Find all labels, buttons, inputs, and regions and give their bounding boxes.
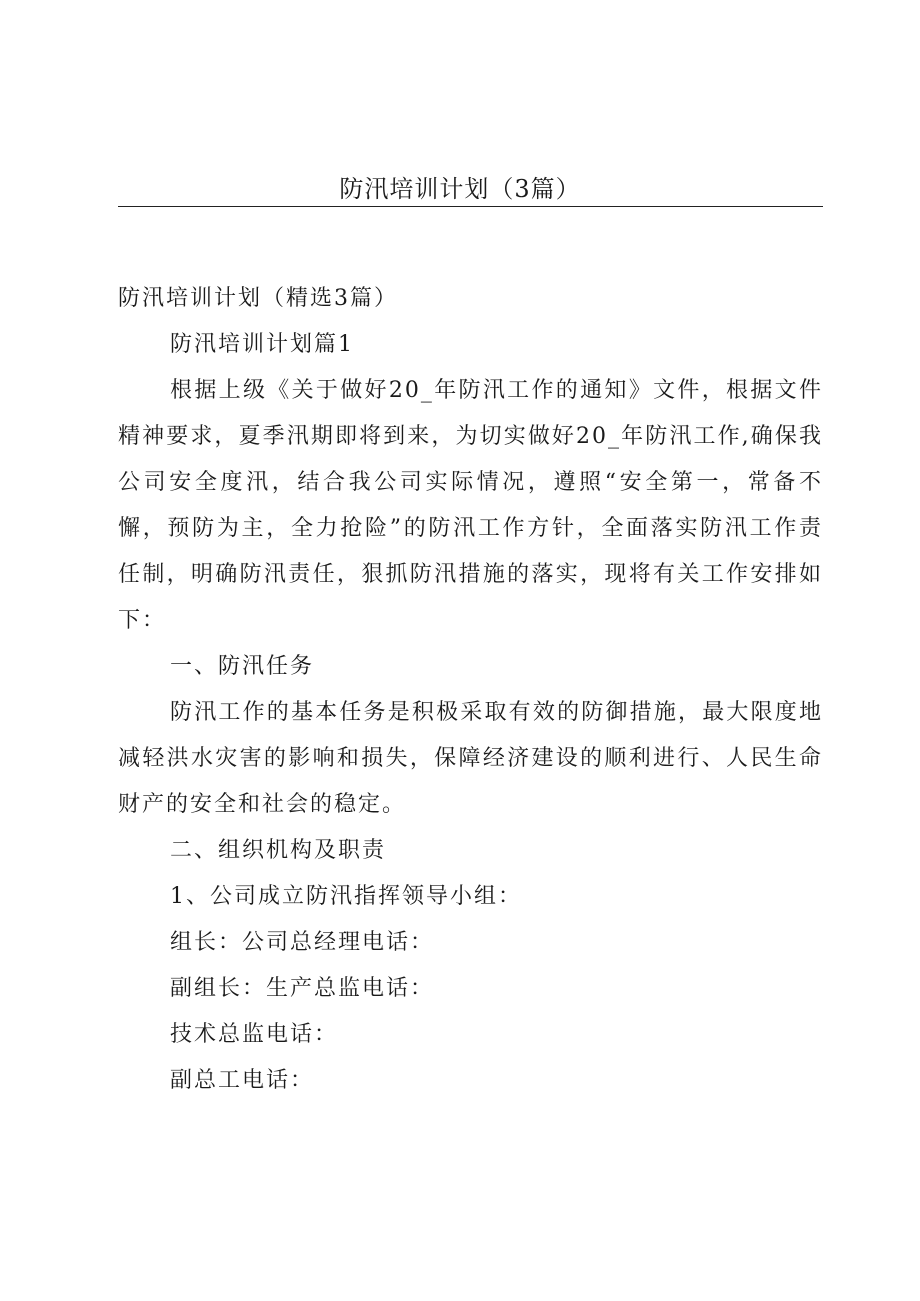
document-heading: 防汛培训计划（精选3篇） [118,286,398,311]
intro-paragraph: 根据上级《关于做好20_年防汛工作的通知》文件，根据文件精神要求，夏季汛期即将到来，为切实做好20_年防汛工作,确保我公司安全度汛，结合我公司实际情况，遵照“安全第一，常备不懈，预防为主，全力抢险”的防汛工作方针，全面落实防汛工作责任制，明确防汛责任，狠抓防汛措施的落实，现将有关工作安排如下： [118,378,823,633]
list-item-command-group: 1、公司成立防汛指挥领导小组： [170,884,522,909]
heading-organization: 二、组织机构及职责 [170,838,387,863]
section-title: 防汛培训计划篇1 [170,332,354,357]
tech-director-line: 技术总监电话： [170,1022,339,1047]
deputy-chief-engineer-line: 副总工电话： [170,1068,315,1093]
title-underline [118,206,823,207]
leader-line: 组长：公司总经理电话： [170,930,435,955]
document-title: 防汛培训计划（3篇） [339,175,581,203]
document-body [118,276,823,1104]
heading-flood-tasks: 一、防汛任务 [170,654,315,679]
deputy-leader-line: 副组长：生产总监电话： [170,976,435,1001]
tasks-paragraph: 防汛工作的基本任务是积极采取有效的防御措施，最大限度地减轻洪水灾害的影响和损失，保障经济建设的顺利进行、人民生命财产的安全和社会的稳定。 [118,700,823,817]
